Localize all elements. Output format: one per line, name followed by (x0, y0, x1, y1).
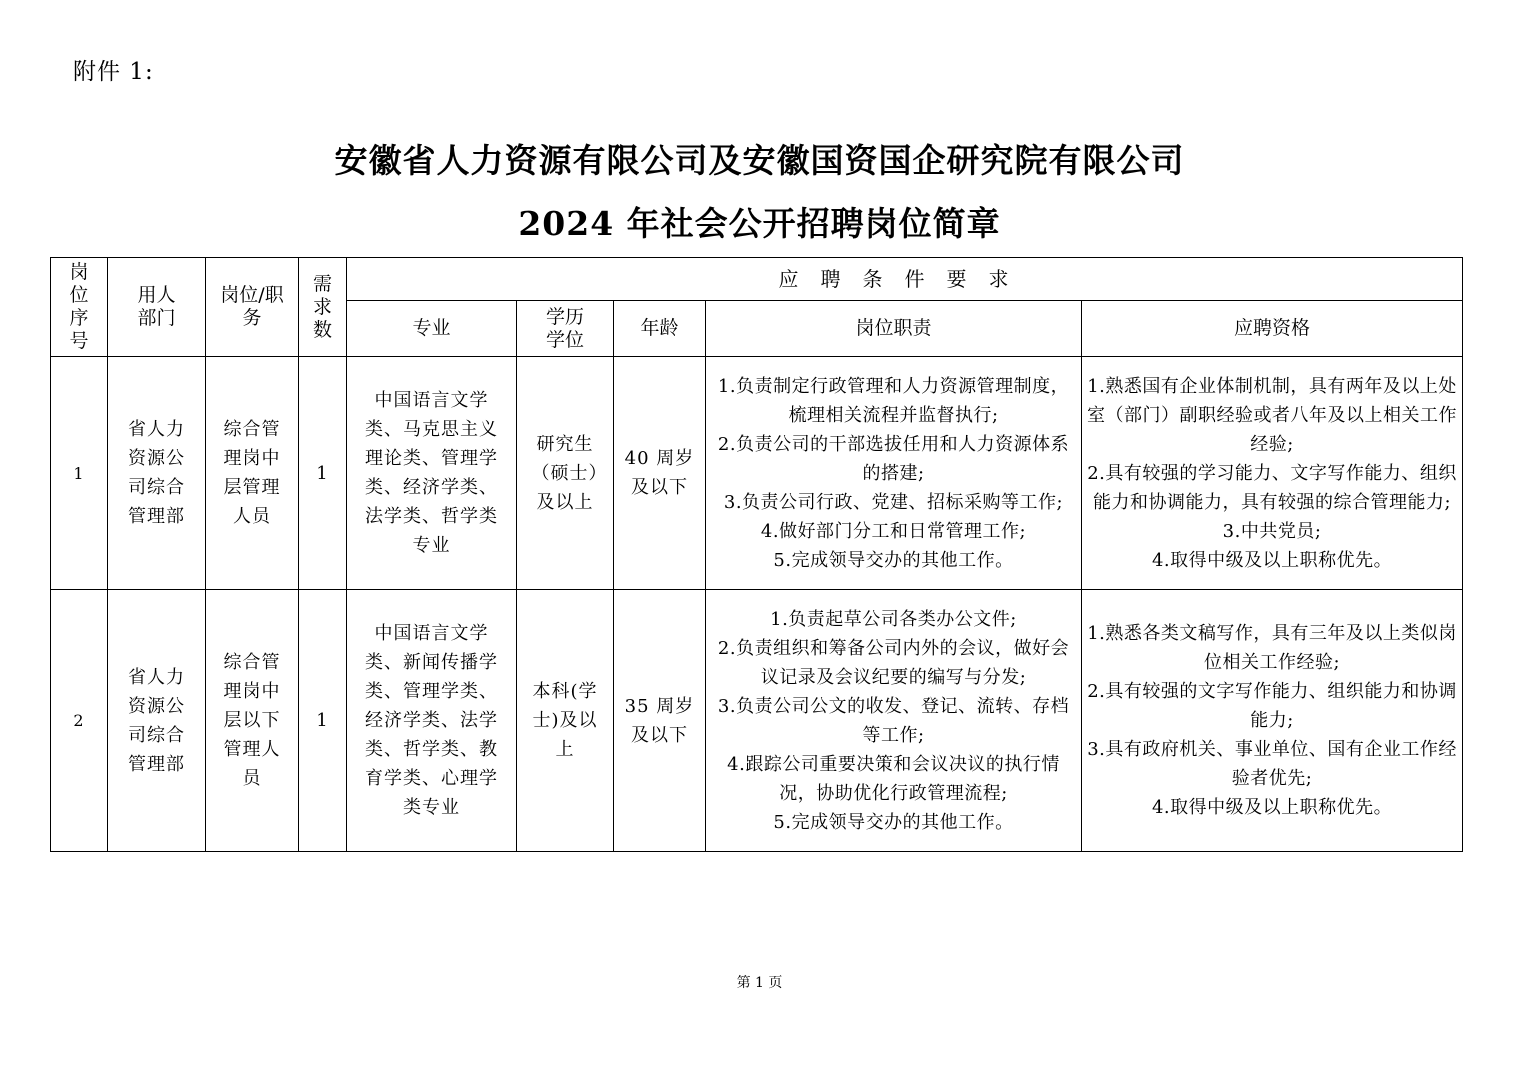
row-seq: 1 (51, 357, 108, 590)
header-major: 专业 (347, 301, 517, 357)
page-number: 第 1 页 (736, 975, 783, 991)
row-count: 1 (299, 590, 347, 852)
row-position (206, 590, 299, 852)
row-age-text: 35 周岁及以下 (624, 695, 695, 746)
table-row (51, 357, 1463, 590)
row-age-text: 40 周岁及以下 (624, 448, 695, 498)
table-row (51, 590, 1463, 852)
header-position-label: 岗位/职务 (220, 284, 284, 329)
row-dept-text: 省人力资源公司综合管理部 (128, 666, 185, 775)
header-position (206, 258, 299, 357)
header-seq-label: 岗位序号 (69, 261, 89, 352)
header-seq (51, 258, 108, 357)
header-duties: 岗位职责 (706, 301, 1082, 357)
qualification-item: 2.具有较强的文字写作能力、组织能力和协调能力; (1087, 681, 1457, 731)
row-dept (108, 357, 206, 590)
row-qualifications (1082, 590, 1463, 852)
qualification-item: 3.具有政府机关、事业单位、国有企业工作经验者优先; (1087, 739, 1457, 789)
qualification-item: 1.熟悉国有企业体制机制，具有两年及以上处室（部门）副职经验或者八年及以上相关工作经验; (1087, 375, 1458, 455)
row-count: 1 (299, 357, 347, 590)
row-seq: 2 (51, 590, 108, 852)
header-age: 年龄 (614, 301, 706, 357)
header-count-label: 需求数 (312, 272, 332, 341)
qualification-item: 3.中共党员; (1222, 520, 1322, 542)
qualification-item: 4.取得中级及以上职称优先。 (1151, 797, 1393, 818)
row-degree (517, 357, 614, 590)
recruitment-table (50, 257, 1463, 852)
row-degree-text: 研究生（硕士）及以上 (531, 433, 599, 513)
row-degree (517, 590, 614, 852)
duty-item: 3.负责公司公文的收发、登记、流转、存档等工作; (717, 695, 1070, 746)
attachment-label: 附件 1: (73, 59, 154, 85)
document-title-line-1: 安徽省人力资源有限公司及安徽国资国企研究院有限公司 (334, 141, 1185, 180)
row-position-text: 综合管理岗中层以下管理人员 (223, 652, 281, 789)
duty-item: 1.负责起草公司各类办公文件; (770, 608, 1017, 630)
duty-item: 4.做好部门分工和日常管理工作; (760, 520, 1027, 542)
row-major (347, 357, 517, 590)
row-duties (706, 590, 1082, 852)
row-age (614, 590, 706, 852)
header-dept-label: 用人部门 (137, 284, 176, 329)
header-qualifications: 应聘资格 (1082, 301, 1463, 357)
header-dept (108, 258, 206, 357)
qualification-item: 1.熟悉各类文稿写作，具有三年及以上类似岗位相关工作经验; (1087, 623, 1457, 673)
row-age (614, 357, 706, 590)
header-conditions: 应聘条件要求 (347, 258, 1463, 301)
duty-item: 2.负责公司的干部选拔任用和人力资源体系的搭建; (717, 433, 1070, 484)
duty-item: 5.完成领导交办的其他工作。 (773, 811, 1014, 833)
row-dept-text: 省人力资源公司综合管理部 (128, 419, 185, 527)
header-degree (517, 301, 614, 357)
header-degree-label: 学历学位 (545, 305, 584, 351)
row-qualifications (1082, 357, 1463, 590)
row-major (347, 590, 517, 852)
duty-item: 1.负责制定行政管理和人力资源管理制度，梳理相关流程并监督执行; (717, 375, 1070, 426)
row-position (206, 357, 299, 590)
row-major-text: 中国语言文学类、新闻传播学类、管理学类、经济学类、法学类、哲学类、教育学类、心理学类专业 (365, 623, 498, 818)
duty-item: 3.负责公司行政、党建、招标采购等工作; (723, 491, 1064, 513)
duty-item: 5.完成领导交办的其他工作。 (773, 549, 1014, 571)
qualification-item: 2.具有较强的学习能力、文字写作能力、组织能力和协调能力，具有较强的综合管理能力; (1087, 462, 1457, 513)
duty-item: 4.跟踪公司重要决策和会议决议的执行情况，协助优化行政管理流程; (727, 753, 1060, 804)
duty-item: 2.负责组织和筹备公司内外的会议，做好会议记录及会议纪要的编写与分发; (717, 637, 1070, 688)
qualification-item: 4.取得中级及以上职称优先。 (1151, 549, 1393, 571)
row-degree-text: 本科(学士)及以上 (532, 681, 598, 760)
row-position-text: 综合管理岗中层管理人员 (223, 419, 281, 527)
row-major-text: 中国语言文学类、马克思主义理论类、管理学类、经济学类、法学类、哲学类专业 (365, 390, 498, 556)
document-title-line-2: 2024 年社会公开招聘岗位简章 (518, 204, 1001, 243)
header-count (299, 258, 347, 357)
row-duties (706, 357, 1082, 590)
row-dept (108, 590, 206, 852)
